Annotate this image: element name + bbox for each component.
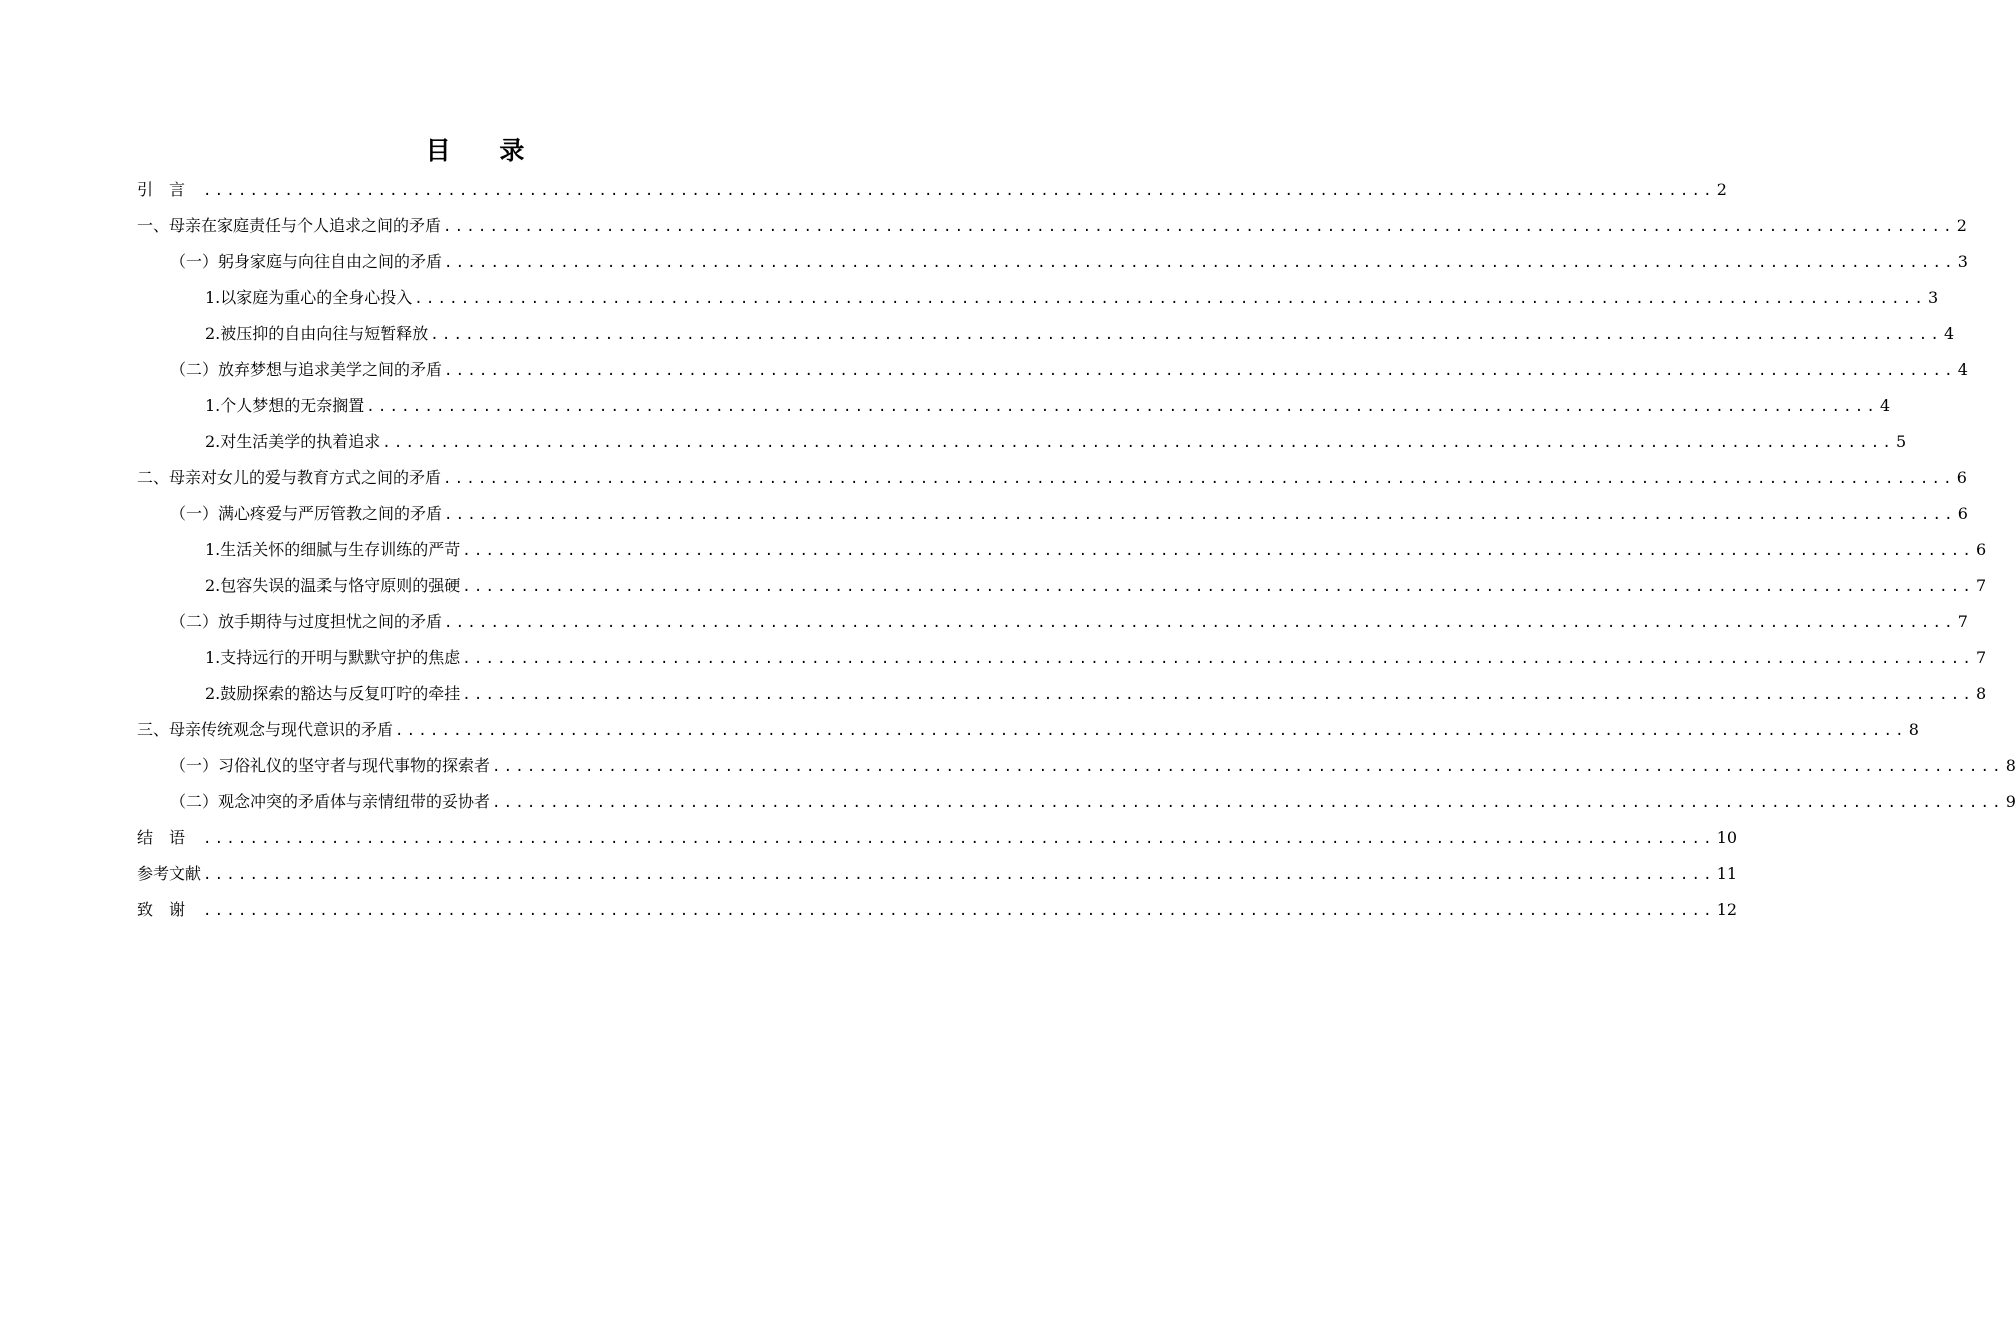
toc-entry-title: 1.生活关怀的细腻与生存训练的严苛 — [205, 540, 461, 559]
toc-entry-title: 结语 — [137, 828, 202, 847]
toc-entry[interactable] — [137, 316, 1955, 352]
toc-page-number: 4 — [1944, 324, 1955, 343]
toc-page-number: 12 — [1716, 900, 1738, 919]
toc-entry-title: 1.以家庭为重心的全身心投入 — [205, 288, 413, 307]
toc-page-number: 5 — [1896, 432, 1907, 451]
toc-page-number: 7 — [1976, 576, 1987, 595]
toc-list — [137, 172, 2016, 928]
toc-entry-title: （一）满心疼爱与严厉管教之间的矛盾 — [170, 504, 443, 523]
toc-page-number: 9 — [2005, 792, 2016, 811]
toc-entry-title: （二）放弃梦想与追求美学之间的矛盾 — [170, 360, 443, 379]
toc-entry[interactable] — [137, 856, 1738, 892]
toc-entry[interactable] — [137, 604, 1968, 640]
toc-page-number: 7 — [1976, 648, 1987, 667]
toc-entry-title: 引言 — [137, 180, 202, 199]
toc-entry[interactable] — [137, 496, 1968, 532]
toc-entry-title: （二）放手期待与过度担忧之间的矛盾 — [170, 612, 443, 631]
toc-dot-leader: .................................................................................................................................. — [444, 255, 1956, 271]
toc-entry-title: 二、母亲对女儿的爱与教育方式之间的矛盾 — [137, 468, 442, 487]
toc-entry[interactable] — [137, 208, 1967, 244]
toc-dot-leader: .................................................................................................................................. — [462, 543, 1975, 559]
toc-dot-leader: .................................................................................................................................. — [203, 903, 1715, 919]
toc-entry[interactable] — [137, 712, 1919, 748]
toc-entry-title: 2.包容失误的温柔与恪守原则的强硬 — [205, 576, 461, 595]
toc-dot-leader: .................................................................................................................................. — [203, 867, 1715, 883]
toc-entry-title: 1.个人梦想的无奈搁置 — [205, 396, 365, 415]
toc-page-number: 4 — [1880, 396, 1891, 415]
toc-page-number: 6 — [1976, 540, 1987, 559]
toc-entry-title: （一）躬身家庭与向往自由之间的矛盾 — [170, 252, 443, 271]
toc-entry[interactable] — [137, 424, 1907, 460]
toc-dot-leader: .................................................................................................................................. — [462, 651, 1975, 667]
toc-page-number: 8 — [1908, 720, 1919, 739]
toc-page-number: 8 — [2005, 756, 2016, 775]
toc-entry[interactable] — [137, 280, 1939, 316]
toc-dot-leader: .................................................................................................................................. — [414, 291, 1927, 307]
toc-entry[interactable] — [137, 460, 1967, 496]
toc-entry-title: （二）观念冲突的矛盾体与亲情纽带的妥协者 — [170, 792, 491, 811]
toc-entry[interactable] — [137, 640, 1987, 676]
toc-dot-leader: .................................................................................................................................. — [443, 219, 1955, 235]
toc-entry-title: 2.被压抑的自由向往与短暂释放 — [205, 324, 429, 343]
toc-entry[interactable] — [137, 352, 1968, 388]
toc-entry-title: 致谢 — [137, 900, 202, 919]
toc-page-number: 3 — [1957, 252, 1968, 271]
toc-page-number: 2 — [1956, 216, 1967, 235]
toc-dot-leader: .................................................................................................................................. — [444, 507, 1956, 523]
toc-page-number: 4 — [1957, 360, 1968, 379]
toc-dot-leader: .................................................................................................................................. — [444, 363, 1956, 379]
toc-entry[interactable] — [137, 820, 1738, 856]
toc-dot-leader: .................................................................................................................................. — [443, 471, 1955, 487]
toc-entry[interactable] — [137, 244, 1968, 280]
toc-title: 目 录 — [425, 136, 545, 165]
toc-page-number: 6 — [1957, 504, 1968, 523]
toc-page-number: 3 — [1928, 288, 1939, 307]
toc-page-number: 2 — [1716, 180, 1727, 199]
toc-dot-leader: .................................................................................................................................. — [462, 579, 1975, 595]
toc-entry-title: 1.支持远行的开明与默默守护的焦虑 — [205, 648, 461, 667]
toc-entry-title: （一）习俗礼仪的坚守者与现代事物的探索者 — [170, 756, 491, 775]
toc-dot-leader: .................................................................................................................................. — [492, 759, 2004, 775]
toc-entry[interactable] — [137, 892, 1738, 928]
toc-entry-title: 参考文献 — [137, 864, 202, 883]
toc-entry[interactable] — [137, 388, 1891, 424]
toc-page-number: 6 — [1956, 468, 1967, 487]
toc-dot-leader: .................................................................................................................................. — [430, 327, 1943, 343]
toc-page-number: 10 — [1716, 828, 1738, 847]
toc-dot-leader: .................................................................................................................................. — [462, 687, 1975, 703]
toc-entry-title: 2.对生活美学的执着追求 — [205, 432, 381, 451]
toc-dot-leader: .................................................................................................................................. — [203, 831, 1715, 847]
toc-dot-leader: .................................................................................................................................. — [395, 723, 1907, 739]
toc-page-number: 7 — [1957, 612, 1968, 631]
toc-dot-leader: .................................................................................................................................. — [492, 795, 2004, 811]
toc-dot-leader: .................................................................................................................................. — [444, 615, 1956, 631]
toc-dot-leader: .................................................................................................................................. — [203, 183, 1715, 199]
toc-entry-title: 三、母亲传统观念与现代意识的矛盾 — [137, 720, 394, 739]
toc-entry[interactable] — [137, 532, 1987, 568]
toc-entry[interactable] — [137, 172, 1727, 208]
toc-page-number: 11 — [1716, 864, 1738, 883]
toc-entry[interactable] — [137, 784, 2016, 820]
toc-entry[interactable] — [137, 676, 1987, 712]
toc-entry-title: 2.鼓励探索的豁达与反复叮咛的牵挂 — [205, 684, 461, 703]
toc-entry[interactable] — [137, 748, 2016, 784]
toc-entry[interactable] — [137, 568, 1987, 604]
toc-page-number: 8 — [1976, 684, 1987, 703]
toc-dot-leader: .................................................................................................................................. — [366, 399, 1879, 415]
toc-dot-leader: .................................................................................................................................. — [382, 435, 1895, 451]
toc-entry-title: 一、母亲在家庭责任与个人追求之间的矛盾 — [137, 216, 442, 235]
